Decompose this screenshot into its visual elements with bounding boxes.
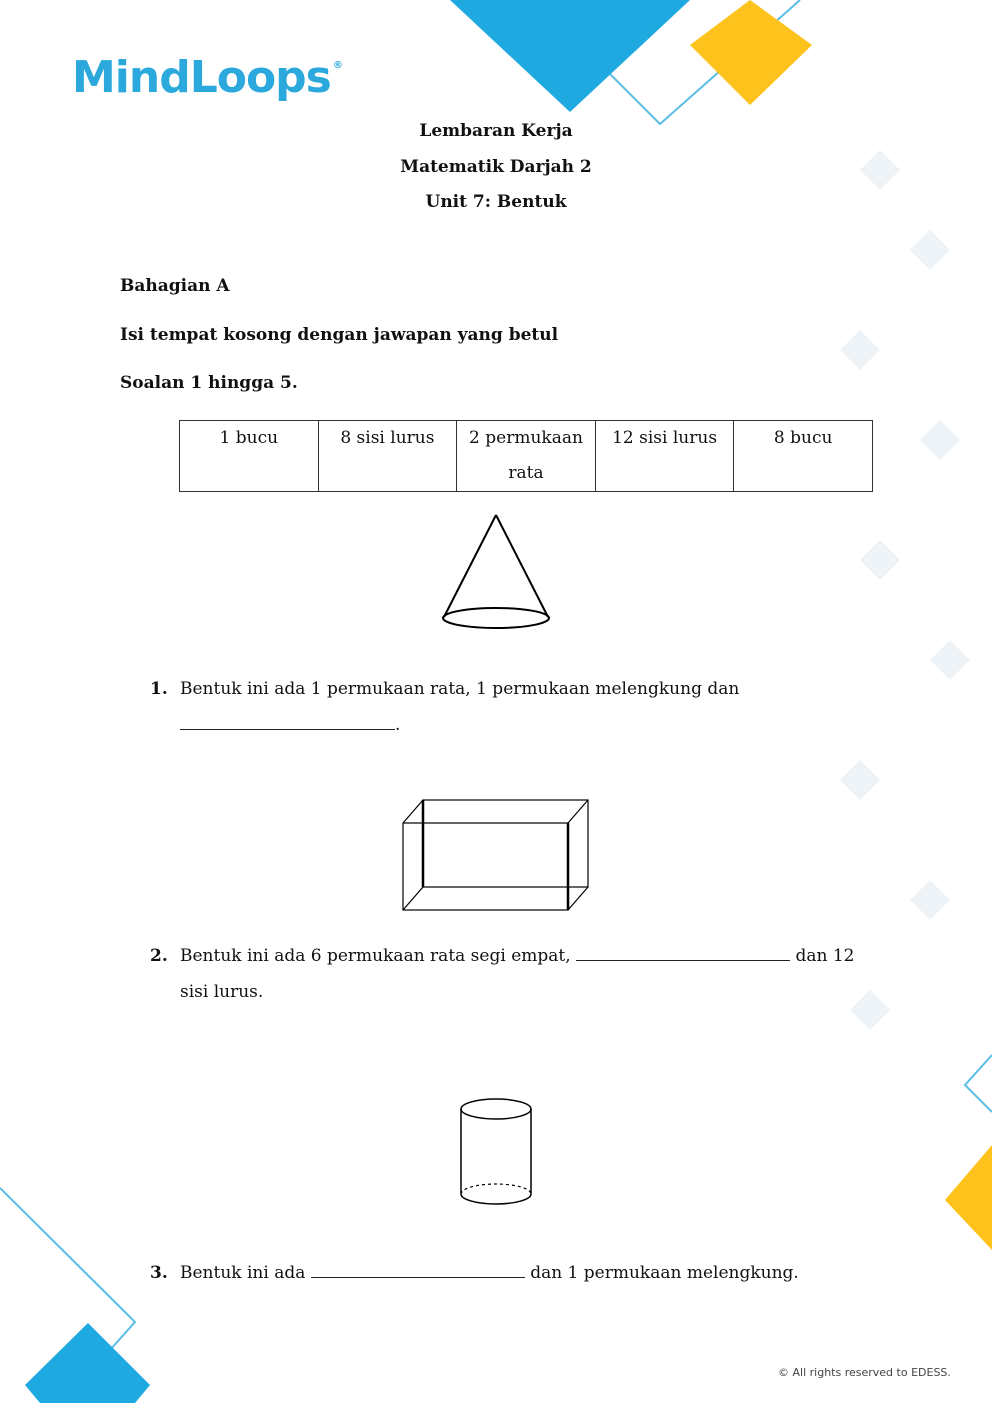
question-text: Bentuk ini ada	[180, 1263, 306, 1283]
question-number: 3.	[150, 1263, 168, 1283]
answer-option: 12 sisi lurus	[595, 421, 734, 492]
top-yellow-diamond	[690, 0, 812, 105]
subject-title: Matematik Darjah 2	[400, 157, 592, 177]
bottom-left-outline-line	[0, 1188, 135, 1350]
right-outline-line	[965, 1055, 992, 1112]
faint-diamond-pattern	[840, 150, 970, 1030]
cone-figure	[438, 510, 556, 635]
cylinder-figure	[456, 1094, 538, 1214]
section-range: Soalan 1 hingga 5.	[120, 373, 298, 393]
cuboid-figure	[400, 796, 592, 914]
answer-blank[interactable]	[576, 938, 790, 961]
question-text-end: dan 12 sisi lurus.	[180, 946, 855, 1002]
answer-blank[interactable]	[180, 707, 395, 730]
question-text-end: .	[395, 715, 401, 735]
question-text: Bentuk ini ada 6 permukaan rata segi empat,	[180, 946, 571, 966]
worksheet-title: Lembaran Kerja	[419, 121, 573, 141]
bottom-left-blue-diamond	[25, 1323, 150, 1403]
question-number: 1.	[150, 679, 168, 699]
question-text: Bentuk ini ada 1 permukaan rata, 1 permukaan melengkung dan	[180, 679, 740, 699]
question-2	[150, 938, 870, 1010]
question-number: 2.	[150, 946, 168, 966]
question-text-end: dan 1 permukaan melengkung.	[530, 1263, 799, 1283]
answer-option: 2 permukaan rata	[457, 421, 596, 492]
copyright-notice: © All rights reserved to EDESS.	[778, 1366, 951, 1379]
section-instruction: Isi tempat kosong dengan jawapan yang betul	[120, 325, 559, 345]
answer-bank-table	[179, 420, 873, 492]
answer-option: 8 sisi lurus	[318, 421, 457, 492]
question-3	[150, 1255, 870, 1291]
right-yellow-shape	[945, 1145, 992, 1250]
answer-bank-row	[180, 421, 873, 492]
logo-text: MindLoops	[72, 52, 331, 103]
top-blue-triangle	[450, 0, 690, 112]
answer-blank[interactable]	[311, 1255, 525, 1278]
answer-option: 1 bucu	[180, 421, 319, 492]
unit-title: Unit 7: Bentuk	[425, 192, 567, 212]
registered-mark: ®	[332, 60, 342, 71]
answer-option: 8 bucu	[734, 421, 873, 492]
question-1	[150, 671, 870, 743]
mindloops-logo	[72, 52, 340, 103]
section-title: Bahagian A	[120, 276, 230, 296]
